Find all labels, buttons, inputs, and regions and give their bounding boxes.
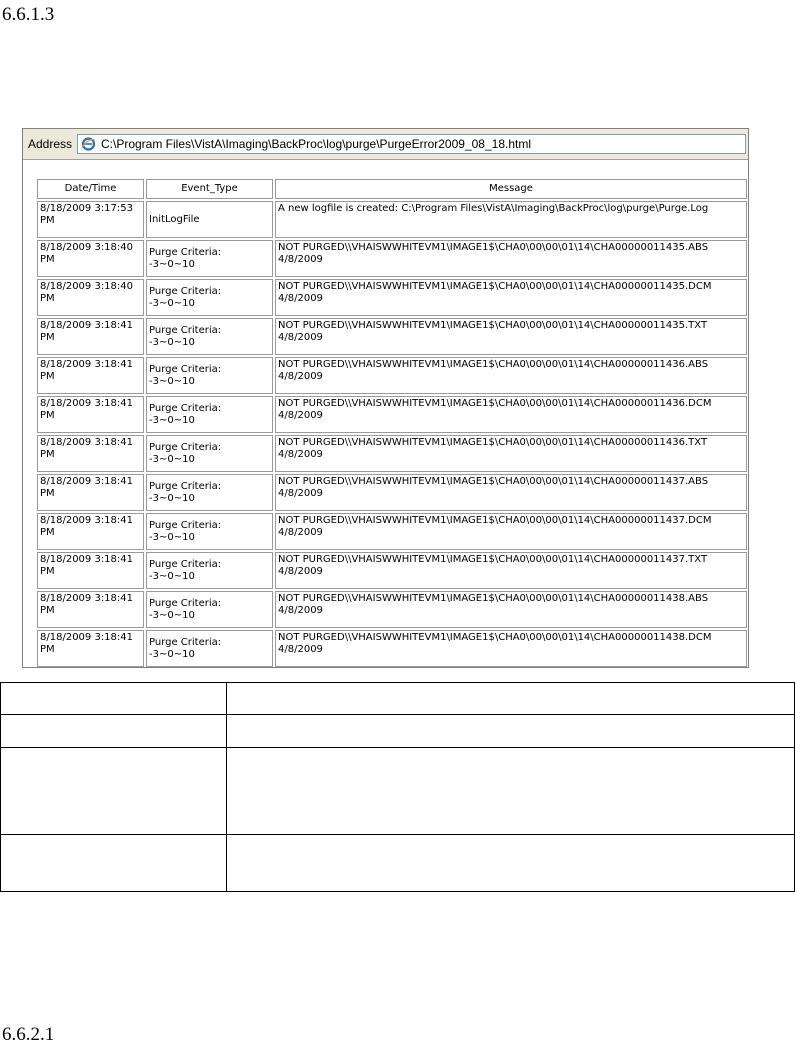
cell-datetime [37,357,144,394]
cell-event-type: Purge Criteria: -3~0~10 [146,513,273,550]
table-cell [1,748,227,835]
table-cell [1,683,227,715]
section-number-heading-2: 6.6.2.1 [2,1024,55,1045]
table-cell [1,835,227,892]
message-line-1: A new logfile is created: C:\Program Files\VistA\Imaging\BackProc\log\purge\Purge.Log [278,203,709,214]
message-line-2: 4/8/2009 [278,332,323,343]
message-line-1: NOT PURGED\\VHAISWWHITEVM1\IMAGE1$\CHA0\00\00\01\14\CHA00000011436.TXT [278,437,708,448]
cell-datetime [37,240,144,277]
datetime-date-line: 8/18/2009 3:18:41 [40,437,134,448]
table-cell [227,835,795,892]
document-table [0,682,795,892]
datetime-ampm-line: PM [40,371,55,382]
message-line-2: 4/8/2009 [278,293,323,304]
table-row [37,279,747,316]
message-line-2: 4/8/2009 [278,605,323,616]
cell-message [275,591,747,628]
table-row [37,513,747,550]
cell-message [275,201,747,238]
address-input[interactable] [77,134,746,154]
column-header-event-type: Event_Type [146,179,273,199]
datetime-ampm-line: PM [40,488,55,499]
cell-event-type: Purge Criteria: -3~0~10 [146,630,273,667]
column-header-message: Message [275,179,747,199]
address-label: Address [28,137,73,151]
table-row [37,318,747,355]
datetime-ampm-line: PM [40,293,55,304]
table-cell [227,748,795,835]
cell-event-type: Purge Criteria: -3~0~10 [146,357,273,394]
cell-datetime [37,591,144,628]
cell-datetime [37,318,144,355]
datetime-date-line: 8/18/2009 3:18:41 [40,398,134,409]
purge-error-log-table [35,177,749,668]
datetime-ampm-line: PM [40,527,55,538]
message-line-2: 4/8/2009 [278,371,323,382]
table-cell [1,715,227,748]
datetime-ampm-line: PM [40,566,55,577]
cell-event-type: Purge Criteria: -3~0~10 [146,435,273,472]
datetime-date-line: 8/18/2009 3:18:40 [40,281,134,292]
cell-datetime [37,552,144,589]
cell-datetime [37,474,144,511]
message-line-2: 4/8/2009 [278,527,323,538]
table-row [37,474,747,511]
datetime-ampm-line: PM [40,254,55,265]
cell-event-type: Purge Criteria: -3~0~10 [146,552,273,589]
message-line-2: 4/8/2009 [278,644,323,655]
message-line-1: NOT PURGED\\VHAISWWHITEVM1\IMAGE1$\CHA0\00\00\01\14\CHA00000011438.ABS [278,593,709,604]
message-line-1: NOT PURGED\\VHAISWWHITEVM1\IMAGE1$\CHA0\00\00\01\14\CHA00000011437.TXT [278,554,708,565]
cell-message [275,318,747,355]
table-row [37,630,747,667]
datetime-date-line: 8/18/2009 3:17:53 [40,203,134,214]
message-line-1: NOT PURGED\\VHAISWWHITEVM1\IMAGE1$\CHA0\00\00\01\14\CHA00000011436.DCM [278,398,712,409]
cell-event-type: InitLogFile [146,201,273,238]
cell-event-type: Purge Criteria: -3~0~10 [146,318,273,355]
table-row [37,201,747,238]
table-row [37,240,747,277]
cell-message [275,474,747,511]
cell-message [275,279,747,316]
address-url: C:\Program Files\VistA\Imaging\BackProc\log\purge\PurgeError2009_08_18.html [101,137,531,151]
cell-message [275,396,747,433]
cell-datetime [37,396,144,433]
log-table-wrapper [35,177,749,668]
cell-event-type: Purge Criteria: -3~0~10 [146,591,273,628]
datetime-date-line: 8/18/2009 3:18:41 [40,320,134,331]
message-line-1: NOT PURGED\\VHAISWWHITEVM1\IMAGE1$\CHA0\00\00\01\14\CHA00000011436.ABS [278,359,709,370]
cell-datetime [37,513,144,550]
column-header-datetime: Date/Time [37,179,144,199]
cell-event-type: Purge Criteria: -3~0~10 [146,240,273,277]
table-row [1,835,795,892]
ie-page-icon [81,137,96,151]
message-line-1: NOT PURGED\\VHAISWWHITEVM1\IMAGE1$\CHA0\00\00\01\14\CHA00000011437.DCM [278,515,712,526]
address-bar [23,129,748,160]
cell-message [275,630,747,667]
message-line-1: NOT PURGED\\VHAISWWHITEVM1\IMAGE1$\CHA0\00\00\01\14\CHA00000011435.DCM [278,281,712,292]
cell-event-type: Purge Criteria: -3~0~10 [146,396,273,433]
message-line-2: 4/8/2009 [278,449,323,460]
table-row [37,552,747,589]
datetime-ampm-line: PM [40,410,55,421]
table-row [1,683,795,715]
datetime-date-line: 8/18/2009 3:18:41 [40,593,134,604]
cell-datetime [37,435,144,472]
cell-datetime [37,630,144,667]
message-line-1: NOT PURGED\\VHAISWWHITEVM1\IMAGE1$\CHA0\00\00\01\14\CHA00000011435.ABS [278,242,709,253]
table-row [1,748,795,835]
datetime-date-line: 8/18/2009 3:18:41 [40,632,134,643]
datetime-ampm-line: PM [40,215,55,226]
datetime-ampm-line: PM [40,605,55,616]
message-line-1: NOT PURGED\\VHAISWWHITEVM1\IMAGE1$\CHA0\00\00\01\14\CHA00000011438.DCM [278,632,712,643]
browser-screenshot [22,128,749,668]
datetime-ampm-line: PM [40,644,55,655]
datetime-ampm-line: PM [40,449,55,460]
cell-datetime [37,279,144,316]
datetime-date-line: 8/18/2009 3:18:40 [40,242,134,253]
datetime-date-line: 8/18/2009 3:18:41 [40,554,134,565]
message-line-2: 4/8/2009 [278,410,323,421]
cell-message [275,435,747,472]
cell-message [275,240,747,277]
table-header-row [37,179,747,199]
datetime-date-line: 8/18/2009 3:18:41 [40,476,134,487]
cell-message [275,513,747,550]
datetime-date-line: 8/18/2009 3:18:41 [40,359,134,370]
table-row [1,715,795,748]
cell-event-type: Purge Criteria: -3~0~10 [146,279,273,316]
table-cell [227,715,795,748]
message-line-1: NOT PURGED\\VHAISWWHITEVM1\IMAGE1$\CHA0\00\00\01\14\CHA00000011435.TXT [278,320,708,331]
datetime-date-line: 8/18/2009 3:18:41 [40,515,134,526]
table-row [37,357,747,394]
table-row [37,591,747,628]
cell-message [275,357,747,394]
message-line-1: NOT PURGED\\VHAISWWHITEVM1\IMAGE1$\CHA0\00\00\01\14\CHA00000011437.ABS [278,476,709,487]
cell-datetime [37,201,144,238]
message-line-2: 4/8/2009 [278,566,323,577]
table-cell [227,683,795,715]
table-row [37,396,747,433]
message-line-2: 4/8/2009 [278,254,323,265]
cell-message [275,552,747,589]
cell-event-type: Purge Criteria: -3~0~10 [146,474,273,511]
datetime-ampm-line: PM [40,332,55,343]
table-row [37,435,747,472]
message-line-2: 4/8/2009 [278,488,323,499]
section-number-heading: 6.6.1.3 [2,4,55,25]
